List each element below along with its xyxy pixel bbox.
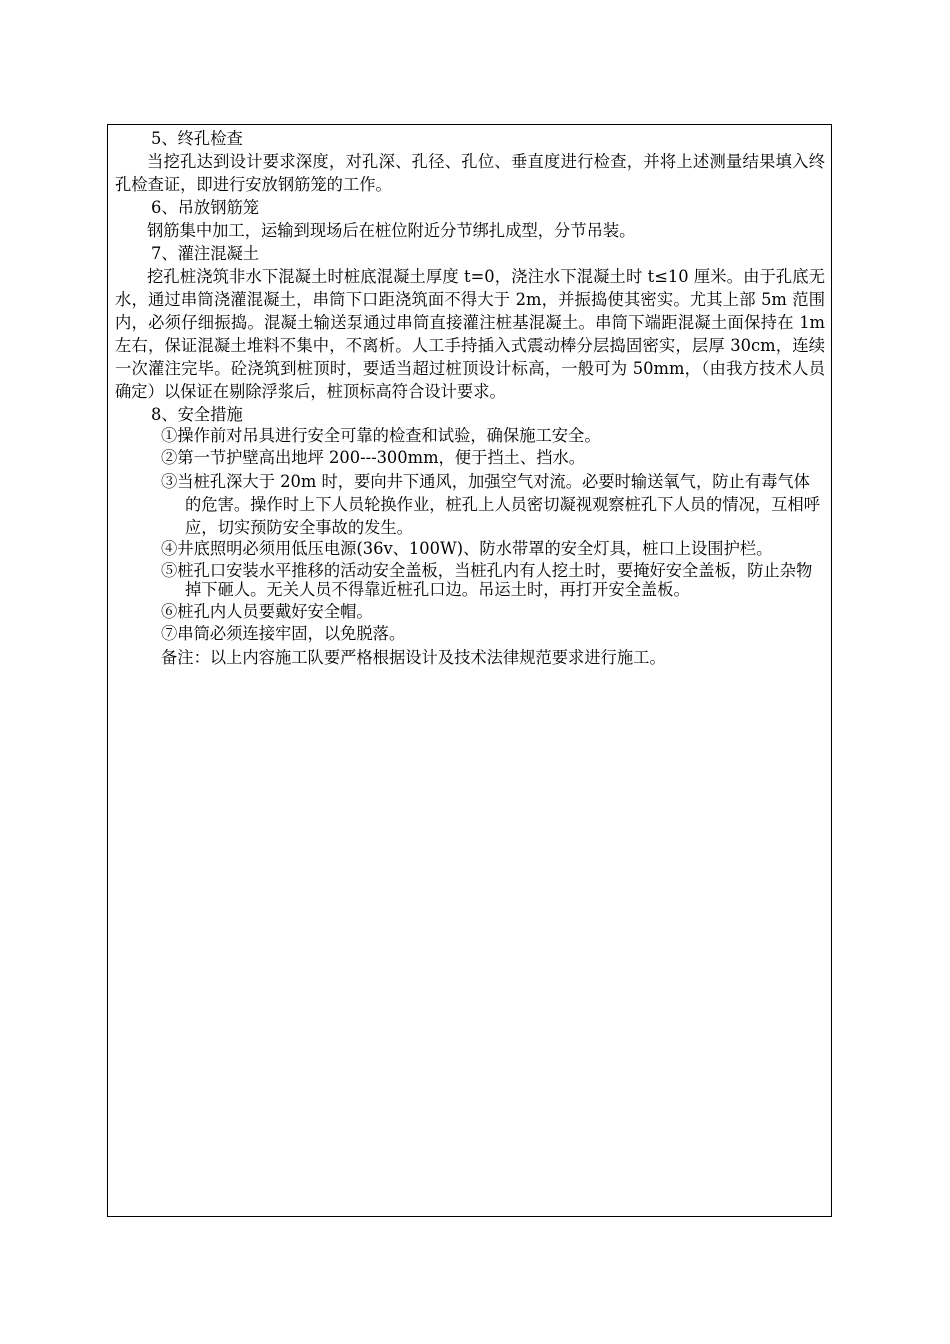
document-body <box>115 127 825 669</box>
safety-measures-list <box>115 426 825 643</box>
section-5-heading: 5、终孔检查 <box>151 129 243 148</box>
section-6-heading: 6、吊放钢筋笼 <box>151 198 260 217</box>
remark-note: 备注：以上内容施工队要严格根据设计及技术法律规范要求进行施工。 <box>161 648 666 667</box>
list-item: ④井底照明必须用低压电源(36v、100W)、防水带罩的安全灯具，桩口上设围护栏。 <box>161 539 773 558</box>
list-item: ③当桩孔深大于 20m 时，要向井下通风，加强空气对流。必要时输送氧气，防止有毒气体的危害。操作时上下人员轮换作业，桩孔上人员密切凝视观察桩孔下人员的情况，互相呼应，切实预防安全事故的发生。 <box>161 472 820 537</box>
list-item: ⑥桩孔内人员要戴好安全帽。 <box>161 602 373 621</box>
list-item: ①操作前对吊具进行安全可靠的检查和试验，确保施工安全。 <box>161 426 601 445</box>
section-8-heading: 8、安全措施 <box>151 405 243 424</box>
section-7-body: 挖孔桩浇筑非水下混凝土时桩底混凝土厚度 t=0，浇注水下混凝土时 t≤10 厘米。由于孔底无水，通过串筒浇灌混凝土，串筒下口距浇筑面不得大于 2m，并振捣使其密实。尤其上部 5m 范围内，必须仔细振捣。混凝土输送泵通过串筒直接灌注桩基混凝土。串筒下端距混凝土面保持在 1m 左右，保证混凝土堆料不集中，不离析。人工手持插入式震动棒分层捣固密实，层厚 30cm，连续一次灌注完毕。砼浇筑到桩顶时，要适当超过桩顶设计标高，一般可为 50mm，（由我方技术人员确定）以保证在剔除浮浆后，桩顶标高符合设计要求。 <box>115 267 825 401</box>
section-6-body: 钢筋集中加工，运输到现场后在桩位附近分节绑扎成型，分节吊装。 <box>147 221 636 240</box>
section-7-heading: 7、灌注混凝土 <box>151 244 260 263</box>
list-item: ⑤桩孔口安装水平推移的活动安全盖板，当桩孔内有人挖土时，要掩好安全盖板，防止杂物掉下砸人。无关人员不得靠近桩孔口边。吊运土时，再打开安全盖板。 <box>161 561 813 599</box>
list-item: ②第一节护壁高出地坪 200---300mm，便于挡土、挡水。 <box>161 448 586 467</box>
section-5-body: 当挖孔达到设计要求深度，对孔深、孔径、孔位、垂直度进行检查，并将上述测量结果填入终孔检查证，即进行安放钢筋笼的工作。 <box>115 152 825 194</box>
list-item: ⑦串筒必须连接牢固，以免脱落。 <box>161 624 406 643</box>
